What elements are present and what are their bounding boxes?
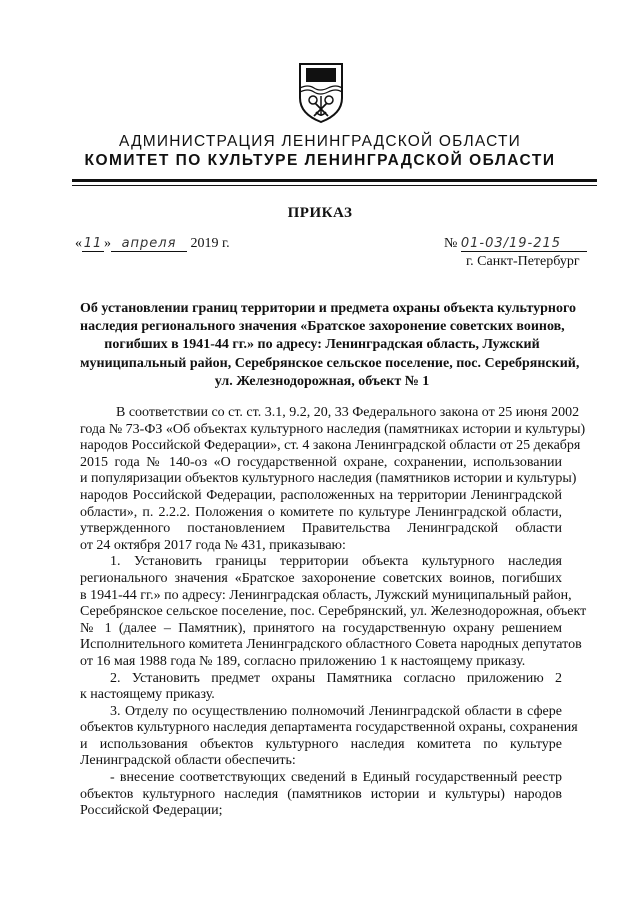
body-line: утвержденного постановлением Правительства Ленинградской области xyxy=(80,521,562,537)
date-month-handwritten: апреля xyxy=(111,236,187,252)
order-body xyxy=(80,405,587,820)
body-line: объектов культурного наследия (памятников истории и культуры) народов xyxy=(80,786,562,802)
committee-name: КОМИТЕТ ПО КУЛЬТУРЕ ЛЕНИНГРАДСКОЙ ОБЛАСТИ xyxy=(84,152,556,169)
body-line: и популяризации объектов культурного наследия (памятников истории и культуры) xyxy=(80,471,577,487)
document-title: ПРИКАЗ xyxy=(287,205,353,221)
subject-line: наследия регионального значения «Братское захоронение советских воинов, xyxy=(80,319,565,335)
subject-line: погибших в 1941-44 гг.» по адресу: Ленинградская область, Лужский xyxy=(104,337,540,353)
order-date xyxy=(75,236,230,252)
body-line: года № 73-ФЗ «Об объектах культурного наследия (памятниках истории и культуры) xyxy=(80,421,586,437)
body-line: Ленинградской области обеспечить: xyxy=(80,753,296,769)
order-number xyxy=(444,236,587,252)
body-line: к настоящему приказу. xyxy=(80,687,215,703)
body-line: народов Российской Федерации», ст. 4 закона Ленинградской области от 25 декабря xyxy=(80,438,581,454)
body-line: народов Российской Федерации, расположенных на территории Ленинградской xyxy=(80,487,562,503)
subject-line: Об установлении границ территории и предмета охраны объекта культурного xyxy=(80,301,576,316)
date-year: 2019 г. xyxy=(190,236,230,251)
body-line: - внесение соответствующих сведений в Единый государственный реестр xyxy=(110,770,562,786)
body-line: области», п. 2.2.2. Положения о комитете по культуре Ленинградской области, xyxy=(80,504,562,520)
organization-name: АДМИНИСТРАЦИЯ ЛЕНИНГРАДСКОЙ ОБЛАСТИ xyxy=(119,133,521,150)
body-line: 2. Установить предмет охраны Памятника согласно приложению 2 xyxy=(110,670,562,686)
date-day-handwritten: 11 xyxy=(83,236,103,251)
date-open-quote: « xyxy=(75,236,82,251)
header-divider-thin xyxy=(72,185,597,186)
body-line: 3. Отделу по осуществлению полномочий Ленинградской области в сфере xyxy=(110,703,562,719)
date-close-quote: » xyxy=(104,236,111,251)
number-handwritten: 01-03/19-215 xyxy=(461,236,587,252)
city: г. Санкт-Петербург xyxy=(466,254,580,269)
number-prefix: № xyxy=(444,236,458,251)
body-line: от 16 мая 1988 года № 189, согласно приложению 1 к настоящему приказу. xyxy=(80,653,526,669)
body-line: Исполнительного комитета Ленинградского областного Совета народных депутатов xyxy=(80,637,582,653)
body-line: 1. Установить границы территории объекта культурного наследия xyxy=(110,554,562,570)
body-line: В соответствии со ст. ст. 3.1, 9.2, 20, 33 Федерального закона от 25 июня 2002 xyxy=(116,405,580,420)
body-line: и использования объектов культурного наследия комитета по культуре xyxy=(80,736,562,752)
body-line: № 1 (далее – Памятник), принятого на государственную охрану решением xyxy=(80,620,562,636)
body-line: 2015 года № 140-оз «О государственной охране, сохранении, использовании xyxy=(80,454,562,470)
subject-line: ул. Железнодорожная, объект № 1 xyxy=(214,373,430,389)
body-line: Серебрянское сельское поселение, пос. Серебрянский, ул. Железнодорожная, объект xyxy=(80,604,587,620)
body-line: объектов культурного наследия департамента государственной охраны, сохранения xyxy=(80,720,578,736)
body-line: от 24 октября 2017 года № 431, приказываю: xyxy=(80,537,346,553)
header-divider-thick xyxy=(72,179,597,182)
order-subject xyxy=(80,300,580,391)
body-line: в 1941-44 гг.» по адресу: Ленинградская область, Лужский муниципальный район, xyxy=(80,587,572,603)
subject-line: муниципальный район, Серебрянское сельское поселение, пос. Серебрянский, xyxy=(80,355,580,371)
body-line: регионального значения «Братское захоронение советских воинов, погибших xyxy=(80,570,562,586)
body-line: Российской Федерации; xyxy=(80,803,223,819)
coat-of-arms-icon xyxy=(296,62,346,124)
